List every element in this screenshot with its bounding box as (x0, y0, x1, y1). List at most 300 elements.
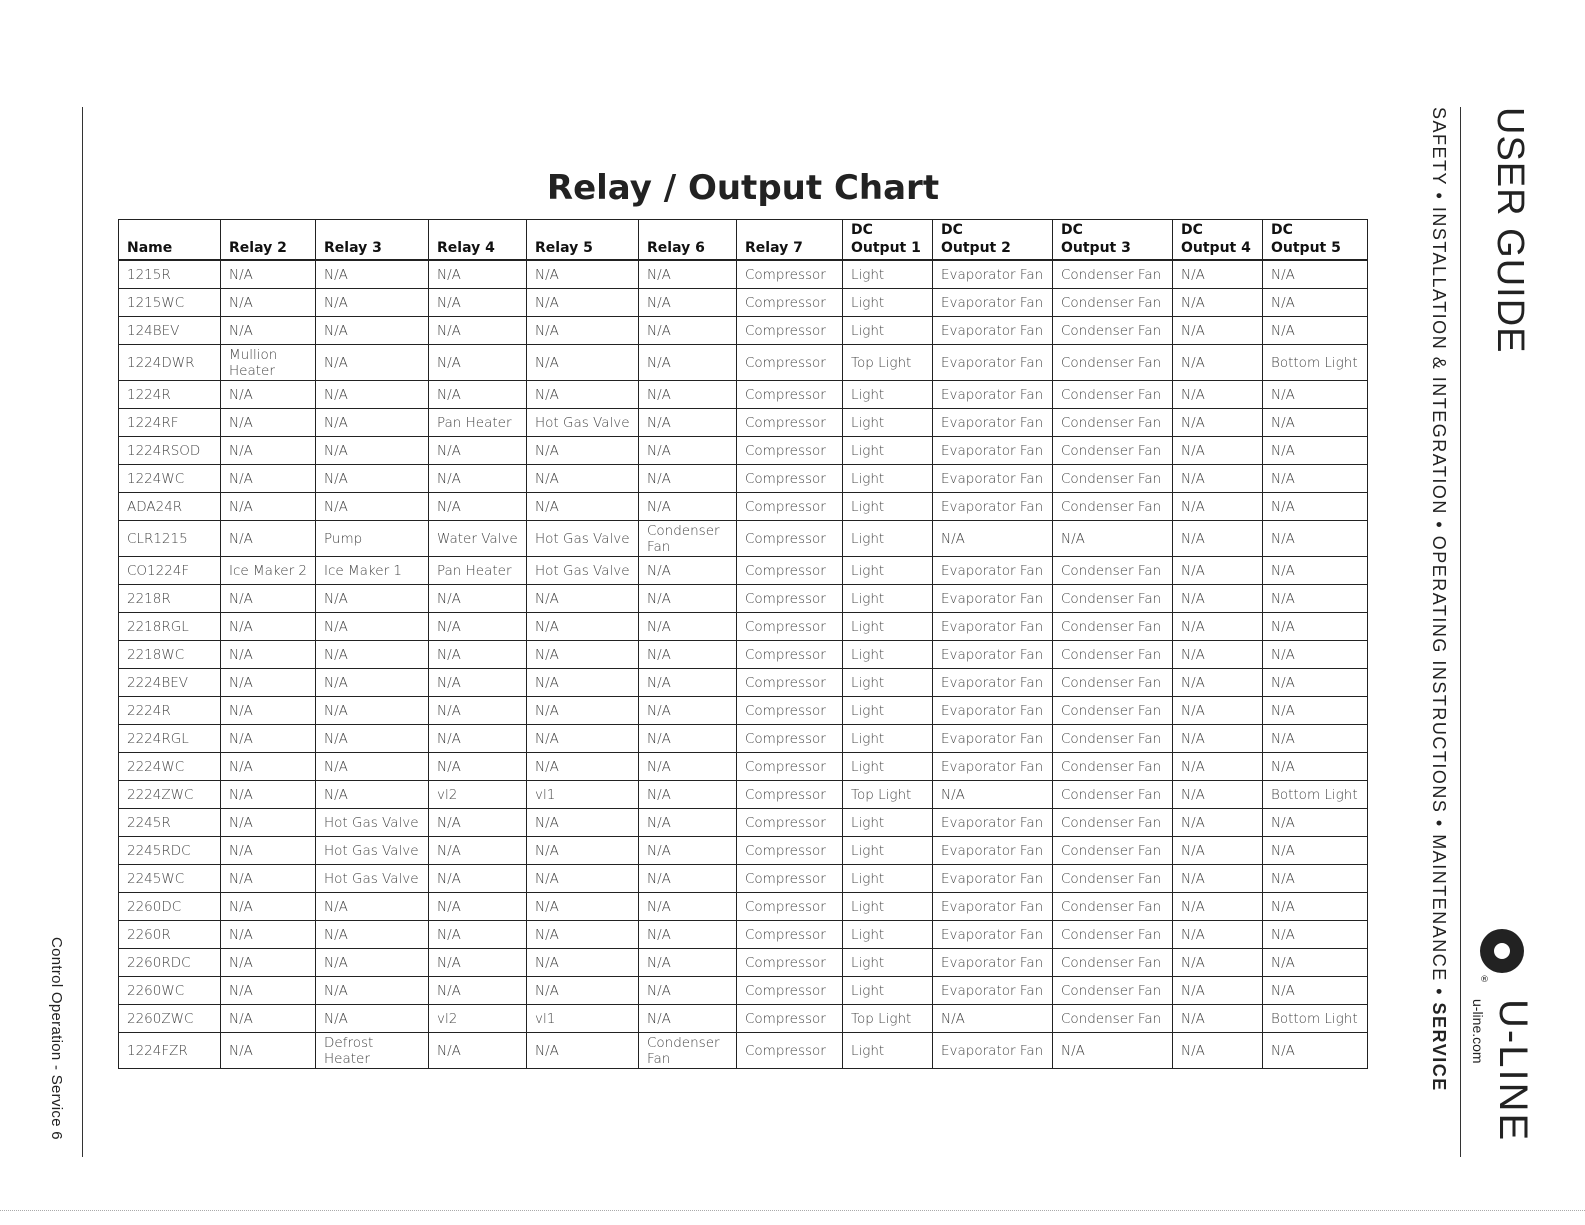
table-cell: Mullion Heater (221, 345, 316, 381)
section-label: SERVICE (1429, 1002, 1449, 1092)
table-cell: Top Light (843, 781, 933, 809)
table-cell: N/A (527, 613, 639, 641)
column-header (639, 220, 737, 261)
table-cell: Evaporator Fan (933, 345, 1053, 381)
table-cell: Top Light (843, 345, 933, 381)
table-cell: Condenser Fan (1053, 260, 1173, 289)
table-cell: N/A (527, 1033, 639, 1069)
table-cell: Ice Maker 1 (316, 557, 429, 585)
table-row (119, 725, 1368, 753)
table-cell: N/A (429, 697, 527, 725)
table-cell: Evaporator Fan (933, 1033, 1053, 1069)
table-cell: N/A (1263, 697, 1368, 725)
section-nav-strip (1428, 107, 1449, 1092)
table-cell: Bottom Light (1263, 345, 1368, 381)
table-cell: N/A (429, 921, 527, 949)
column-header-text: Relay 7 (745, 240, 803, 256)
table-cell: Light (843, 465, 933, 493)
brand-name: U-LINE (1491, 999, 1535, 1143)
table-cell: Compressor (737, 641, 843, 669)
table-cell: Condenser Fan (1053, 949, 1173, 977)
table-cell: Evaporator Fan (933, 613, 1053, 641)
table-cell: N/A (316, 641, 429, 669)
column-header (843, 220, 933, 261)
table-cell: Pan Heater (429, 409, 527, 437)
table-cell: Light (843, 557, 933, 585)
table-cell: N/A (639, 289, 737, 317)
model-name-cell: 1215WC (119, 289, 221, 317)
table-cell: Evaporator Fan (933, 837, 1053, 865)
table-cell: Evaporator Fan (933, 725, 1053, 753)
column-header (1173, 220, 1263, 261)
model-name-cell: 124BEV (119, 317, 221, 345)
table-cell: N/A (1263, 613, 1368, 641)
table-cell: N/A (1173, 781, 1263, 809)
table-cell: N/A (1053, 521, 1173, 557)
table-cell: N/A (933, 781, 1053, 809)
table-cell: N/A (1263, 865, 1368, 893)
table-cell: N/A (527, 641, 639, 669)
model-name-cell: 2245R (119, 809, 221, 837)
table-cell: Hot Gas Valve (527, 409, 639, 437)
table-cell: Evaporator Fan (933, 409, 1053, 437)
table-cell: N/A (221, 725, 316, 753)
table-cell: N/A (316, 697, 429, 725)
table-cell: N/A (1173, 921, 1263, 949)
table-cell: N/A (221, 260, 316, 289)
table-cell: N/A (1263, 521, 1368, 557)
table-cell: Compressor (737, 521, 843, 557)
table-cell: Condenser Fan (639, 1033, 737, 1069)
table-cell: N/A (527, 289, 639, 317)
column-header-text: Output 3 (1061, 240, 1131, 256)
table-cell: N/A (221, 641, 316, 669)
table-cell: Light (843, 669, 933, 697)
table-cell: N/A (1263, 725, 1368, 753)
table-cell: Light (843, 409, 933, 437)
table-cell: Evaporator Fan (933, 809, 1053, 837)
table-cell: N/A (639, 921, 737, 949)
table-cell: N/A (1263, 669, 1368, 697)
model-name-cell: 2260WC (119, 977, 221, 1005)
column-header (119, 220, 221, 261)
table-cell: N/A (221, 753, 316, 781)
table-cell: N/A (221, 949, 316, 977)
model-name-cell: 2224RGL (119, 725, 221, 753)
table-cell: Light (843, 893, 933, 921)
table-cell: N/A (1173, 1005, 1263, 1033)
table-cell: Compressor (737, 409, 843, 437)
table-cell: Condenser Fan (1053, 809, 1173, 837)
table-cell: N/A (527, 437, 639, 465)
table-cell: N/A (429, 669, 527, 697)
table-cell: Top Light (843, 1005, 933, 1033)
table-cell: N/A (1263, 753, 1368, 781)
table-cell: N/A (639, 893, 737, 921)
uline-logo-icon (1480, 929, 1524, 973)
table-cell: N/A (1173, 669, 1263, 697)
table-cell: N/A (639, 949, 737, 977)
table-cell: N/A (1173, 345, 1263, 381)
table-cell: Compressor (737, 585, 843, 613)
table-cell: N/A (1173, 697, 1263, 725)
table-cell: vl2 (429, 1005, 527, 1033)
table-cell: N/A (1053, 1033, 1173, 1069)
table-cell: Condenser Fan (1053, 381, 1173, 409)
table-row (119, 697, 1368, 725)
table-row (119, 753, 1368, 781)
relay-output-table (118, 219, 1368, 1069)
table-cell: N/A (316, 893, 429, 921)
table-cell: N/A (221, 921, 316, 949)
model-name-cell: 1224RF (119, 409, 221, 437)
table-cell: Hot Gas Valve (316, 837, 429, 865)
table-cell: N/A (316, 381, 429, 409)
column-header (933, 220, 1053, 261)
table-cell: Compressor (737, 865, 843, 893)
table-cell: Condenser Fan (1053, 781, 1173, 809)
table-row (119, 613, 1368, 641)
table-cell: N/A (316, 781, 429, 809)
model-name-cell: CO1224F (119, 557, 221, 585)
table-cell: N/A (429, 893, 527, 921)
section-label: MAINTENANCE (1429, 834, 1449, 982)
table-cell: N/A (221, 437, 316, 465)
table-cell: N/A (221, 613, 316, 641)
table-cell: Compressor (737, 669, 843, 697)
guide-title: USER GUIDE (1489, 107, 1531, 354)
table-cell: N/A (1263, 437, 1368, 465)
table-cell: N/A (429, 437, 527, 465)
table-cell: N/A (1173, 641, 1263, 669)
table-cell: N/A (1173, 613, 1263, 641)
table-cell: N/A (639, 613, 737, 641)
table-cell: Condenser Fan (1053, 465, 1173, 493)
table-cell: N/A (639, 781, 737, 809)
table-cell: Light (843, 585, 933, 613)
table-cell: Water Valve (429, 521, 527, 557)
model-name-cell: 2260R (119, 921, 221, 949)
table-cell: N/A (1263, 921, 1368, 949)
table-cell: Evaporator Fan (933, 669, 1053, 697)
table-cell: N/A (527, 949, 639, 977)
table-header-row (119, 220, 1368, 261)
table-cell: N/A (429, 809, 527, 837)
table-cell: N/A (1263, 641, 1368, 669)
table-cell: N/A (639, 641, 737, 669)
table-cell: Evaporator Fan (933, 865, 1053, 893)
section-label: SAFETY (1429, 107, 1449, 187)
table-cell: N/A (221, 585, 316, 613)
table-cell: Condenser Fan (1053, 585, 1173, 613)
table-cell: Light (843, 809, 933, 837)
table-cell: vl2 (429, 781, 527, 809)
column-header (1263, 220, 1368, 261)
table-cell: Evaporator Fan (933, 381, 1053, 409)
table-cell: N/A (429, 345, 527, 381)
table-cell: Pump (316, 521, 429, 557)
table-cell: N/A (1173, 260, 1263, 289)
table-row (119, 493, 1368, 521)
table-cell: Compressor (737, 1005, 843, 1033)
table-cell: Light (843, 725, 933, 753)
table-cell: N/A (1263, 260, 1368, 289)
table-cell: Light (843, 317, 933, 345)
table-cell: Hot Gas Valve (527, 521, 639, 557)
model-name-cell: 1224RSOD (119, 437, 221, 465)
table-cell: Condenser Fan (1053, 557, 1173, 585)
table-cell: N/A (639, 1005, 737, 1033)
model-name-cell: 2260ZWC (119, 1005, 221, 1033)
table-cell: N/A (316, 260, 429, 289)
table-cell: N/A (316, 317, 429, 345)
table-cell: Condenser Fan (1053, 613, 1173, 641)
table-cell: Evaporator Fan (933, 893, 1053, 921)
table-cell: Light (843, 949, 933, 977)
table-cell: Condenser Fan (1053, 725, 1173, 753)
table-cell: N/A (1263, 465, 1368, 493)
table-cell: N/A (527, 381, 639, 409)
model-name-cell: 2224BEV (119, 669, 221, 697)
table-cell: N/A (639, 669, 737, 697)
model-name-cell: 2218R (119, 585, 221, 613)
table-cell: N/A (1173, 585, 1263, 613)
column-header-text: Relay 2 (229, 240, 287, 256)
table-cell: N/A (429, 837, 527, 865)
section-separator: • (1429, 186, 1449, 207)
table-cell: N/A (221, 521, 316, 557)
table-cell: N/A (429, 641, 527, 669)
table-cell: N/A (316, 465, 429, 493)
table-cell: N/A (639, 837, 737, 865)
table-cell: Compressor (737, 381, 843, 409)
table-cell: N/A (429, 613, 527, 641)
table-cell: N/A (933, 1005, 1053, 1033)
table-cell: N/A (316, 289, 429, 317)
table-row (119, 585, 1368, 613)
table-cell: N/A (316, 409, 429, 437)
column-header-text: Output 4 (1181, 240, 1251, 256)
table-cell: N/A (1173, 977, 1263, 1005)
table-cell: N/A (1263, 557, 1368, 585)
table-cell: N/A (1263, 893, 1368, 921)
table-cell: Condenser Fan (1053, 493, 1173, 521)
table-cell: N/A (527, 977, 639, 1005)
table-cell: Light (843, 865, 933, 893)
table-cell: Defrost Heater (316, 1033, 429, 1069)
table-cell: Evaporator Fan (933, 317, 1053, 345)
table-row (119, 893, 1368, 921)
table-cell: N/A (316, 949, 429, 977)
column-header-text: DC (941, 222, 963, 238)
table-cell: N/A (527, 697, 639, 725)
model-name-cell: 2260DC (119, 893, 221, 921)
table-cell: N/A (221, 837, 316, 865)
table-cell: Light (843, 260, 933, 289)
model-name-cell: 2245WC (119, 865, 221, 893)
table-cell: Ice Maker 2 (221, 557, 316, 585)
table-cell: N/A (639, 977, 737, 1005)
table-cell: Compressor (737, 921, 843, 949)
page-footer: Control Operation - Service 6 (48, 937, 65, 1140)
table-row (119, 345, 1368, 381)
table-cell: N/A (429, 865, 527, 893)
table-cell: N/A (316, 977, 429, 1005)
table-cell: Light (843, 921, 933, 949)
table-cell: Light (843, 493, 933, 521)
column-header (221, 220, 316, 261)
table-cell: Light (843, 289, 933, 317)
table-cell: N/A (639, 697, 737, 725)
table-cell: N/A (1173, 865, 1263, 893)
table-cell: Condenser Fan (1053, 669, 1173, 697)
table-row (119, 641, 1368, 669)
table-cell: N/A (221, 809, 316, 837)
table-cell: N/A (1263, 289, 1368, 317)
table-cell: Condenser Fan (639, 521, 737, 557)
model-name-cell: ADA24R (119, 493, 221, 521)
table-cell: N/A (1263, 585, 1368, 613)
table-cell: N/A (221, 493, 316, 521)
table-cell: N/A (639, 465, 737, 493)
table-cell: Condenser Fan (1053, 317, 1173, 345)
table-cell: N/A (527, 921, 639, 949)
model-name-cell: 2260RDC (119, 949, 221, 977)
model-name-cell: 2245RDC (119, 837, 221, 865)
table-cell: N/A (221, 381, 316, 409)
page-title: Relay / Output Chart (546, 168, 940, 208)
table-cell: Compressor (737, 289, 843, 317)
table-cell: N/A (527, 345, 639, 381)
table-cell: N/A (316, 921, 429, 949)
table-cell: N/A (316, 669, 429, 697)
table-row (119, 409, 1368, 437)
page-bottom-divider (0, 1210, 1585, 1211)
table-row (119, 977, 1368, 1005)
table-cell: Compressor (737, 725, 843, 753)
table-cell: N/A (1173, 1033, 1263, 1069)
table-cell: Light (843, 1033, 933, 1069)
table-cell: N/A (429, 260, 527, 289)
column-header-text: DC (1061, 222, 1083, 238)
table-cell: Condenser Fan (1053, 893, 1173, 921)
table-cell: Compressor (737, 557, 843, 585)
table-cell: N/A (316, 345, 429, 381)
section-separator: • (1429, 981, 1449, 1003)
table-cell: vl1 (527, 1005, 639, 1033)
table-cell: N/A (639, 557, 737, 585)
table-cell: N/A (221, 289, 316, 317)
table-cell: N/A (527, 317, 639, 345)
table-cell: Condenser Fan (1053, 345, 1173, 381)
table-cell: Light (843, 641, 933, 669)
table-cell: N/A (1173, 949, 1263, 977)
table-row (119, 921, 1368, 949)
table-cell: Condenser Fan (1053, 697, 1173, 725)
table-cell: N/A (933, 521, 1053, 557)
column-header-text: Relay 4 (437, 240, 495, 256)
table-cell: N/A (1173, 521, 1263, 557)
table-cell: Light (843, 381, 933, 409)
table-cell: N/A (221, 781, 316, 809)
table-cell: Evaporator Fan (933, 949, 1053, 977)
table-cell: Hot Gas Valve (527, 557, 639, 585)
table-cell: N/A (527, 893, 639, 921)
table-cell: Compressor (737, 437, 843, 465)
table-cell: Evaporator Fan (933, 585, 1053, 613)
table-cell: Compressor (737, 613, 843, 641)
table-cell: Bottom Light (1263, 781, 1368, 809)
table-row (119, 521, 1368, 557)
table-cell: N/A (316, 753, 429, 781)
table-cell: N/A (1173, 493, 1263, 521)
table-cell: Condenser Fan (1053, 837, 1173, 865)
column-header-text: Relay 5 (535, 240, 593, 256)
table-cell: N/A (429, 381, 527, 409)
model-name-cell: 2218RGL (119, 613, 221, 641)
table-cell: Evaporator Fan (933, 641, 1053, 669)
table-cell: Pan Heater (429, 557, 527, 585)
table-row (119, 1005, 1368, 1033)
table-row (119, 837, 1368, 865)
table-cell: Condenser Fan (1053, 1005, 1173, 1033)
table-cell: N/A (429, 725, 527, 753)
table-cell: Light (843, 697, 933, 725)
table-cell: N/A (527, 837, 639, 865)
section-label: OPERATING INSTRUCTIONS (1429, 535, 1449, 814)
table-cell: Condenser Fan (1053, 289, 1173, 317)
table-cell: N/A (1173, 289, 1263, 317)
table-cell: Hot Gas Valve (316, 865, 429, 893)
column-header-text: Output 1 (851, 240, 921, 256)
column-header (316, 220, 429, 261)
table-cell: Compressor (737, 1033, 843, 1069)
table-row (119, 289, 1368, 317)
right-margin-rule (1460, 107, 1461, 1157)
table-cell: N/A (221, 977, 316, 1005)
table-cell: N/A (429, 465, 527, 493)
table-cell: Condenser Fan (1053, 437, 1173, 465)
table-cell: N/A (1263, 1033, 1368, 1069)
model-name-cell: 1224DWR (119, 345, 221, 381)
table-cell: Condenser Fan (1053, 753, 1173, 781)
table-row (119, 949, 1368, 977)
table-cell: Compressor (737, 345, 843, 381)
table-cell: N/A (639, 809, 737, 837)
table-cell: Light (843, 837, 933, 865)
table-cell: N/A (639, 437, 737, 465)
table-cell: N/A (316, 725, 429, 753)
table-cell: N/A (1173, 893, 1263, 921)
table-cell: N/A (316, 1005, 429, 1033)
table-cell: N/A (639, 381, 737, 409)
table-cell: N/A (527, 725, 639, 753)
table-cell: Condenser Fan (1053, 641, 1173, 669)
table-cell: Condenser Fan (1053, 409, 1173, 437)
table-cell: Light (843, 753, 933, 781)
table-cell: N/A (429, 1033, 527, 1069)
table-cell: N/A (1173, 809, 1263, 837)
table-cell: N/A (429, 493, 527, 521)
table-cell: N/A (1263, 809, 1368, 837)
table-row (119, 465, 1368, 493)
table-cell: N/A (527, 669, 639, 697)
table-cell: N/A (221, 697, 316, 725)
table-row (119, 260, 1368, 289)
table-cell: N/A (1263, 837, 1368, 865)
model-name-cell: 2224WC (119, 753, 221, 781)
table-cell: Condenser Fan (1053, 865, 1173, 893)
